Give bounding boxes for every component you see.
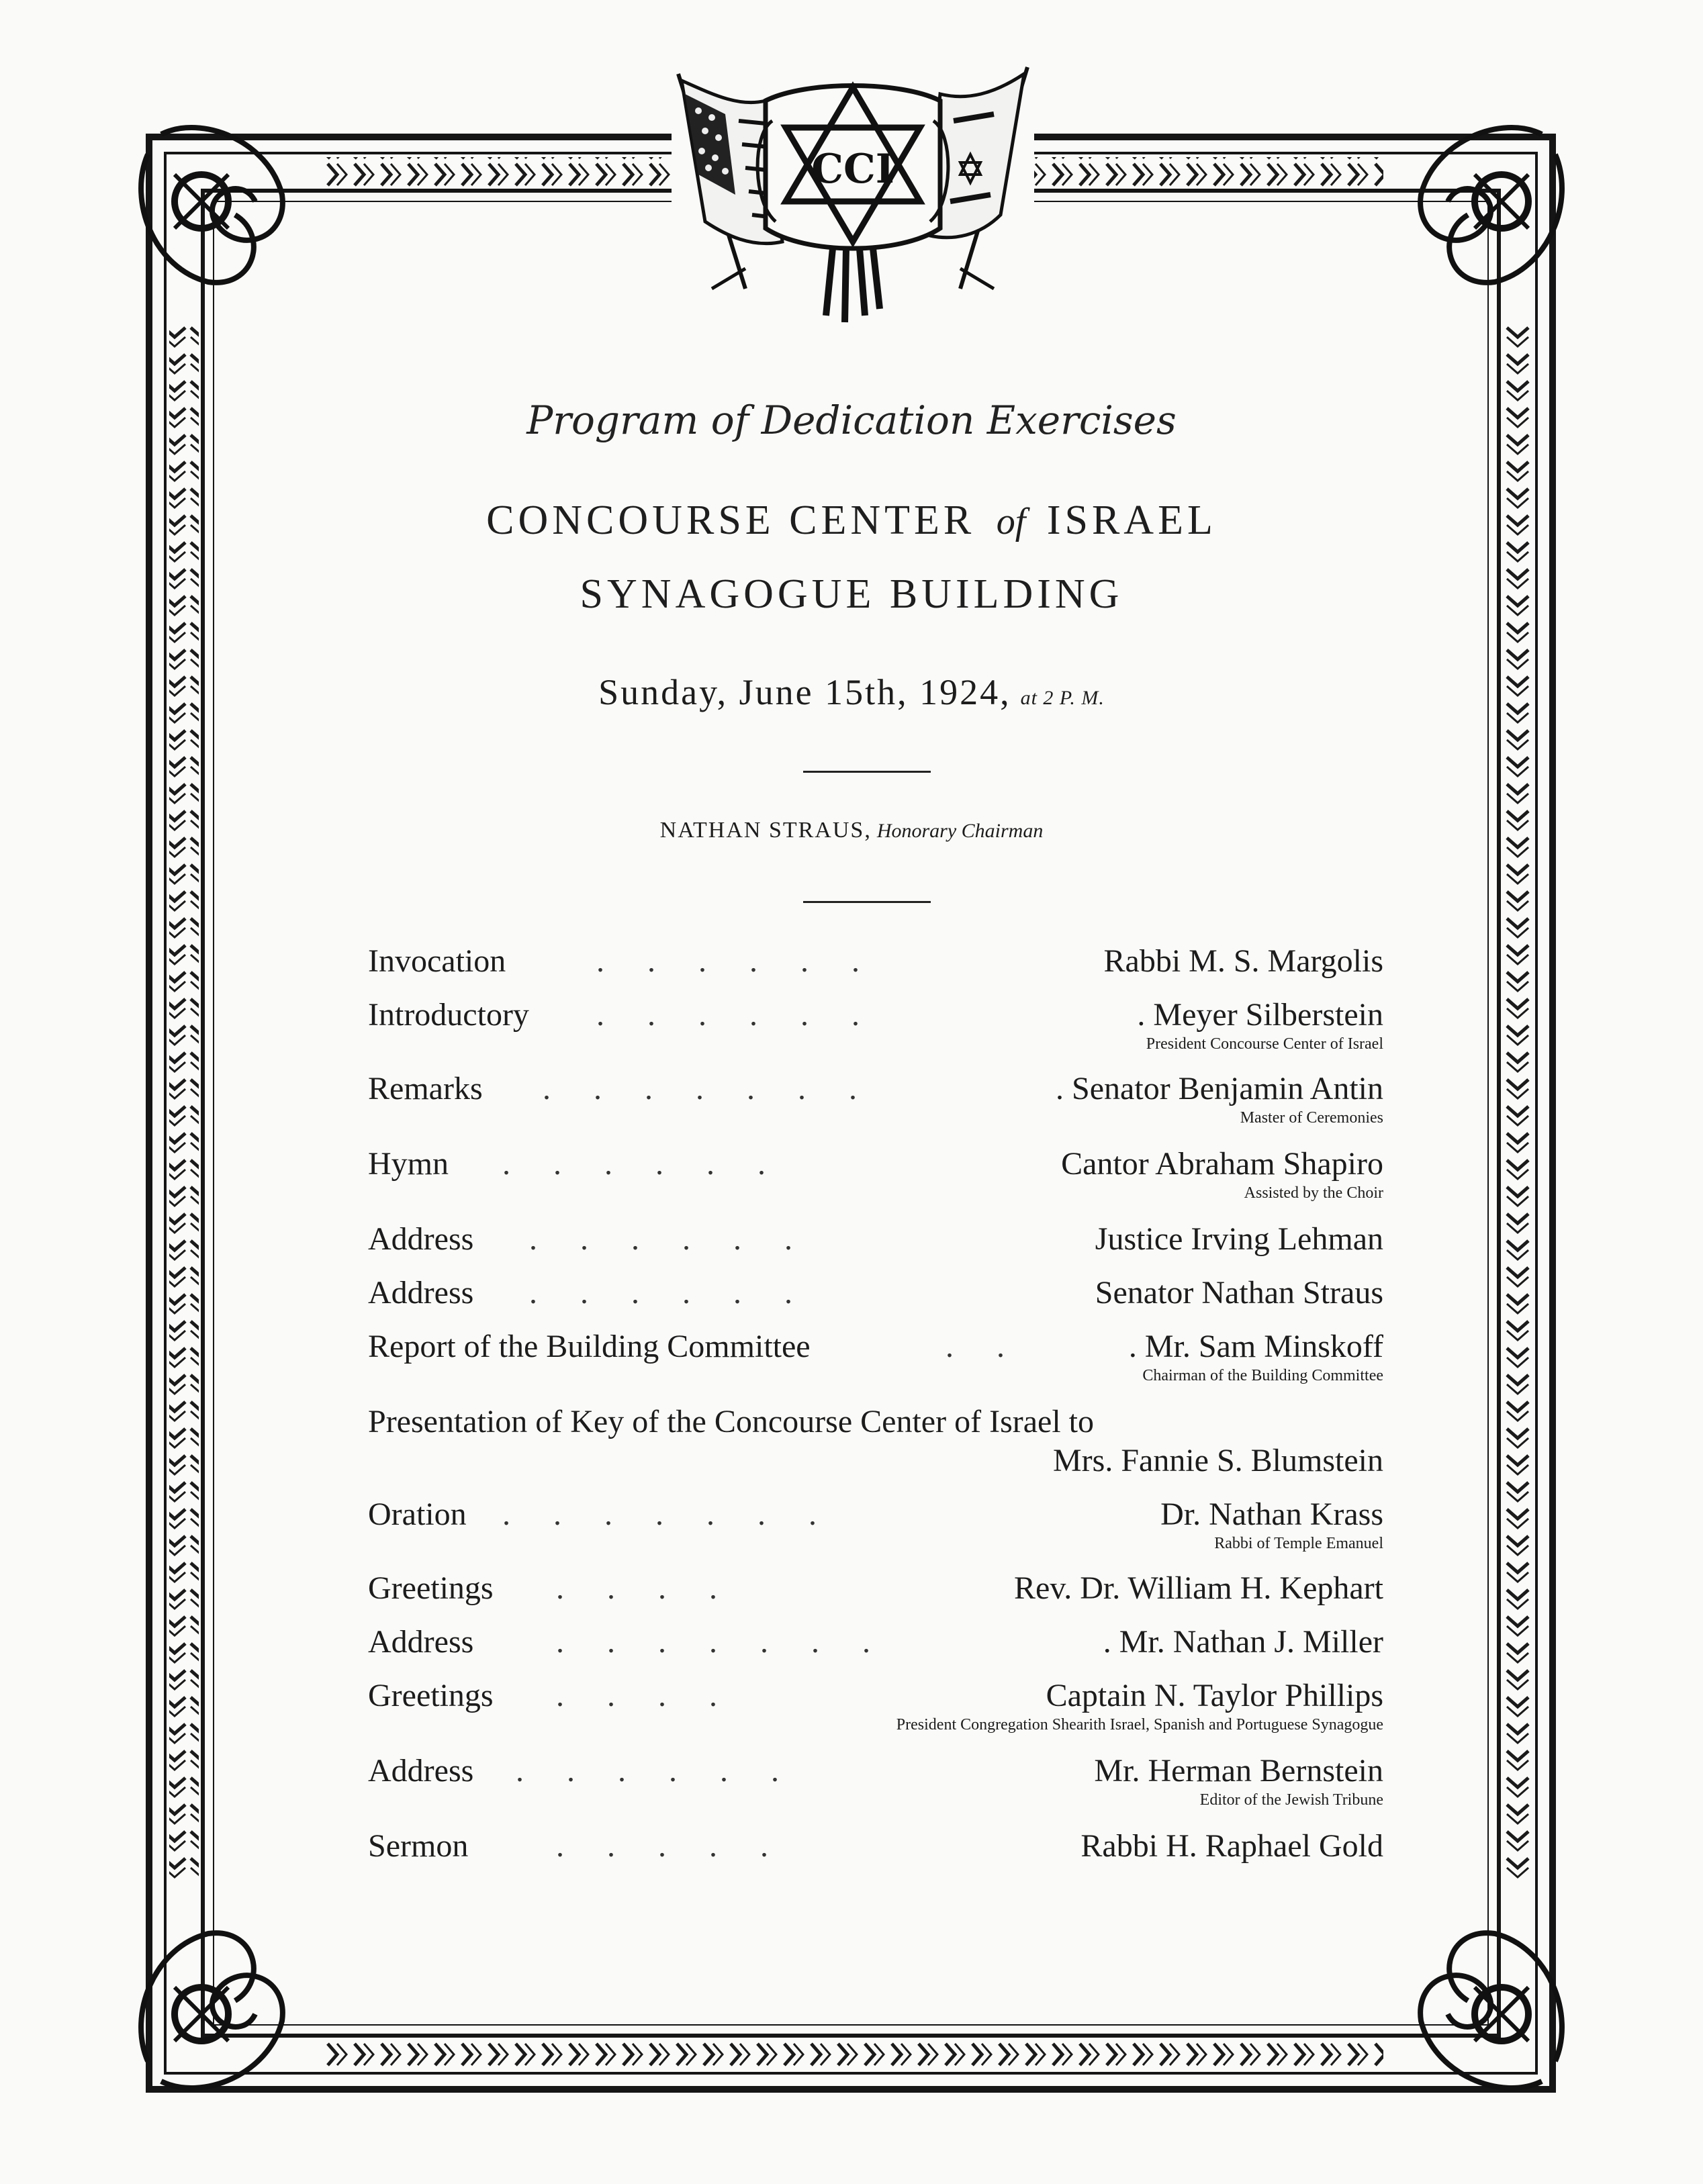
program-person-title: President Congregation Shearith Israel, Spanish and Portuguese Synagogue bbox=[896, 1716, 1383, 1734]
program-person: . Mr. Sam Minskoff bbox=[1128, 1329, 1383, 1364]
border-band-right bbox=[1503, 322, 1532, 1880]
program-person: Rabbi H. Raphael Gold bbox=[1080, 1828, 1383, 1864]
leader-dots: ...... bbox=[516, 1753, 822, 1789]
program-item: Invocation bbox=[368, 943, 506, 979]
program-row bbox=[368, 940, 1383, 983]
leader-dots: ....... bbox=[556, 1624, 913, 1660]
program-item: Address bbox=[368, 1221, 474, 1257]
program-item: Address bbox=[368, 1753, 474, 1789]
program-row bbox=[368, 994, 1383, 1053]
program-person: Cantor Abraham Shapiro bbox=[1061, 1146, 1383, 1182]
crest-monogram: CCI bbox=[811, 146, 894, 193]
program-person: Mr. Herman Bernstein bbox=[1094, 1753, 1383, 1789]
program-row bbox=[368, 1272, 1383, 1315]
leader-dots: .... bbox=[556, 1678, 760, 1713]
divider-rule-lower bbox=[803, 901, 931, 903]
program-item: Address bbox=[368, 1275, 474, 1311]
program-person-title: Chairman of the Building Committee bbox=[1142, 1367, 1383, 1384]
crest-emblem bbox=[672, 67, 1034, 322]
leader-dots: ....... bbox=[502, 1497, 860, 1532]
program-heading: Program of Dedication Exercises bbox=[526, 397, 1177, 443]
program-row bbox=[368, 1143, 1383, 1202]
title-line-2: SYNAGOGUE BUILDING bbox=[580, 571, 1123, 617]
program-row bbox=[368, 1067, 1383, 1127]
program-row bbox=[368, 1493, 1383, 1552]
program-row bbox=[368, 1218, 1383, 1261]
program-item: Report of the Building Committee bbox=[368, 1329, 811, 1364]
leader-dots: .... bbox=[556, 1570, 760, 1606]
corner-ornament-top-right bbox=[1420, 128, 1562, 283]
leader-dots: .. bbox=[946, 1329, 1048, 1364]
chairman-name: NATHAN STRAUS, bbox=[659, 818, 872, 843]
program-person: Rev. Dr. William H. Kephart bbox=[1014, 1570, 1383, 1606]
program-row bbox=[368, 1567, 1383, 1610]
program-row bbox=[368, 1621, 1383, 1664]
corner-ornament-bottom-right bbox=[1420, 1933, 1562, 2088]
program-item: Introductory bbox=[368, 997, 529, 1033]
title-of: of bbox=[996, 501, 1026, 542]
program-row bbox=[368, 1825, 1383, 1868]
program-person: . Meyer Silberstein bbox=[1137, 997, 1383, 1033]
border-band-top bbox=[322, 157, 685, 187]
presentation-line-2: Mrs. Fannie S. Blumstein bbox=[1052, 1443, 1383, 1478]
program-item: Greetings bbox=[368, 1678, 494, 1713]
program-person: Justice Irving Lehman bbox=[1095, 1221, 1383, 1257]
date-main: Sunday, June 15th, 1924, bbox=[598, 672, 1011, 712]
program-person: Rabbi M. S. Margolis bbox=[1103, 943, 1383, 979]
program-item: Oration bbox=[368, 1497, 467, 1532]
program-item: Address bbox=[368, 1624, 474, 1660]
leader-dots: ...... bbox=[596, 997, 903, 1033]
program-person-title: Rabbi of Temple Emanuel bbox=[1214, 1535, 1383, 1552]
program-person: . Senator Benjamin Antin bbox=[1056, 1071, 1383, 1106]
corner-ornament-top-left bbox=[141, 128, 283, 283]
title-part-1: CONCOURSE CENTER bbox=[486, 497, 976, 543]
date-line bbox=[0, 671, 1703, 713]
program-row bbox=[368, 1674, 1383, 1734]
program-person: Dr. Nathan Krass bbox=[1160, 1497, 1383, 1532]
program-person: Senator Nathan Straus bbox=[1095, 1275, 1383, 1311]
program-item: Hymn bbox=[368, 1146, 449, 1182]
leader-dots: ...... bbox=[529, 1221, 835, 1257]
program-person-title: Assisted by the Choir bbox=[1244, 1184, 1383, 1202]
leader-dots: ...... bbox=[502, 1146, 809, 1182]
program-item: Remarks bbox=[368, 1071, 483, 1106]
date-time: at 2 P. M. bbox=[1020, 687, 1105, 709]
corner-ornament-bottom-left bbox=[141, 1933, 283, 2088]
program-row bbox=[368, 1750, 1383, 1809]
border-band-bottom bbox=[322, 2040, 1383, 2069]
program-person-title: Master of Ceremonies bbox=[1240, 1109, 1383, 1127]
title-part-2: ISRAEL bbox=[1046, 497, 1217, 543]
border-band-left bbox=[169, 322, 199, 1880]
title-line-1 bbox=[0, 497, 1703, 544]
leader-dots: ....... bbox=[543, 1071, 900, 1106]
leader-dots: ...... bbox=[529, 1275, 835, 1311]
program-person: Captain N. Taylor Phillips bbox=[1046, 1678, 1383, 1713]
program-person-title: President Concourse Center of Israel bbox=[1146, 1035, 1383, 1053]
presentation-entry bbox=[368, 1400, 1383, 1488]
program-item: Sermon bbox=[368, 1828, 469, 1864]
leader-dots: ..... bbox=[556, 1828, 811, 1864]
program-person: . Mr. Nathan J. Miller bbox=[1103, 1624, 1383, 1660]
leader-dots: ...... bbox=[596, 943, 903, 979]
divider-rule-upper bbox=[803, 771, 931, 773]
presentation-line-1: Presentation of Key of the Concourse Center of Israel to bbox=[368, 1404, 1095, 1439]
honorary-chairman-line bbox=[0, 818, 1703, 843]
program-row bbox=[368, 1325, 1383, 1384]
chairman-role: Honorary Chairman bbox=[876, 820, 1044, 842]
program-person-title: Editor of the Jewish Tribune bbox=[1199, 1791, 1383, 1809]
program-item: Greetings bbox=[368, 1570, 494, 1606]
